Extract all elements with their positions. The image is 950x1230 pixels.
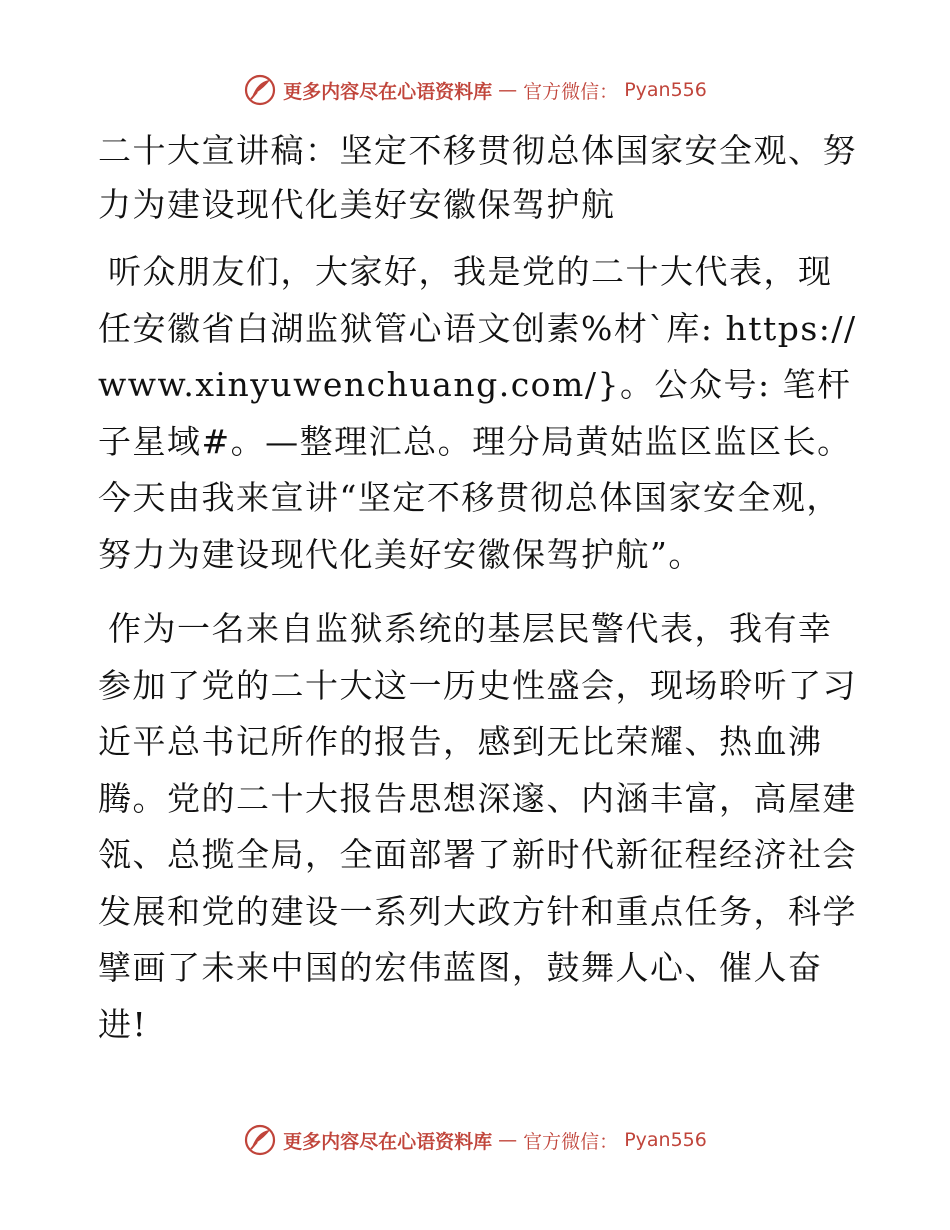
footer-watermark-banner — [0, 1120, 950, 1160]
document-body — [98, 124, 858, 1071]
watermark-separator: — — [498, 79, 518, 101]
quill-logo-icon — [243, 1123, 277, 1157]
watermark-wechat-label: 官方微信： — [523, 1130, 619, 1153]
quill-logo-icon — [243, 73, 277, 107]
watermark-separator: — — [498, 1129, 518, 1151]
watermark-wechat-account: Pyan556 — [624, 1129, 707, 1151]
document-title: 二十大宣讲稿：坚定不移贯彻总体国家安全观、努力为建设现代化美好安徽保驾护航 — [98, 131, 857, 224]
header-watermark-banner — [0, 70, 950, 110]
paragraph-main: 作为一名来自监狱系统的基层民警代表，我有幸参加了党的二十大这一历史性盛会，现场聆听了习近平总书记所作的报告，感到无比荣耀、热血沸腾。党的二十大报告思想深邃、内涵丰富，高屋建瓴、总揽全局，全面部署了新时代新征程经济社会发展和党的建设一系列大政方针和重点任务，科学擘画了未来中国的宏伟蓝图，鼓舞人心、催人奋进! — [98, 609, 857, 1044]
watermark-site-name: 更多内容尽在心语资料库 — [283, 1130, 493, 1153]
paragraph-intro: 听众朋友们，大家好，我是党的二十大代表，现任安徽省白湖监狱管心语文创素%材`库: https://www.xinyuwenchuang.com/}。公众号: 笔杆子星域#。—整理汇总。理分局黄姑监区监区长。今天由我来宣讲“坚定不移贯彻总体国家安全观，努力为建设现代化美好安徽保驾护航”。 — [98, 252, 857, 574]
watermark-wechat-label: 官方微信： — [523, 80, 619, 103]
watermark-wechat-account: Pyan556 — [624, 79, 707, 101]
watermark-site-name: 更多内容尽在心语资料库 — [283, 80, 493, 103]
